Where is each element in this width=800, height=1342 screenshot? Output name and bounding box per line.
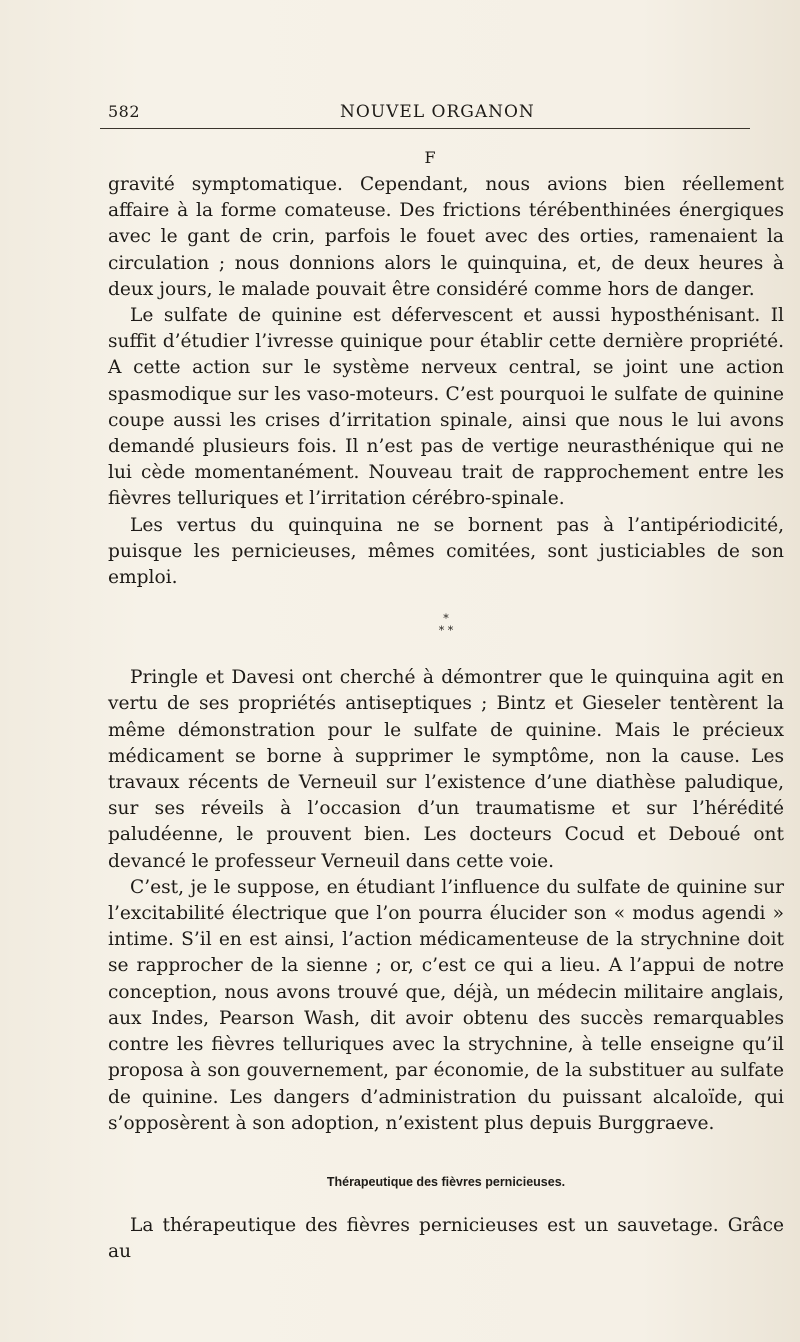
running-header <box>108 98 760 128</box>
paragraph: Les vertus du quinquina ne se bornent pas à l’antipériodicité, puisque les pernicieuses, mêmes comitées, sont justiciables de son emploi. <box>108 514 784 589</box>
paragraph: C’est, je le suppose, en étudiant l’influence du sulfate de quinine sur l’excitabilité électrique que l’on pourra élucider son « modus agendi » intime. S’il en est ainsi, l’action médicamenteuse de la strychnine doit se rapprocher de la sienne ; or, c’est ce qui a lieu. A l’appui de notre conception, nous avons trouvé que, déjà, un médecin militaire anglais, aux Indes, Pearson Wash, dit avoir obtenu des succès remarquables contre les fièvres telluriques avec la strychnine, à telle enseigne qu’il proposa à son gouvernement, par économie, de la substituer au sulfate de quinine. Les dangers d’administration du puissant alcaloïde, qui s’opposèrent à son adoption, n’existent plus depuis Burggraeve. <box>108 876 784 1134</box>
running-title: NOUVEL ORGANON <box>340 102 535 122</box>
paragraph: Le sulfate de quinine est défervescent et aussi hyposthénisant. Il suffit d’étudier l’ivresse quinique pour établir cette dernière propriété. A cette action sur le système nerveux central, se joint une action spasmodique sur les vaso-moteurs. C’est pourquoi le sulfate de quinine coupe aussi les crises d’irritation spinale, ainsi que nous le lui avons demandé plusieurs fois. Il n’est pas de vertige neurasthénique qui ne lui cède momentanément. Nouveau trait de rapprochement entre les fièvres telluriques et l’irritation cérébro-spinale. <box>108 305 784 510</box>
subsection-title: Thérapeutique des fièvres pernicieuses. <box>326 1174 566 1189</box>
paragraph: gravité symptomatique. Cependant, nous avions bien réellement affaire à la forme comateuse. Des frictions térébenthinées énergiques avec le gant de crin, parfois le fouet avec des orties, ramenaient la circulation ; nous donnions alors le quinquina, et, de deux heures à deux jours, le malade pouvait être considéré comme hors de danger. <box>108 174 784 300</box>
asterism-bottom: * * <box>438 624 454 638</box>
paragraph: La thérapeutique des fièvres pernicieuses est un sauvetage. Grâce au <box>108 1214 784 1263</box>
page-number: 582 <box>108 102 141 121</box>
asterism <box>108 613 784 637</box>
body-text <box>108 172 784 1265</box>
asterism-top: * <box>443 612 449 626</box>
paragraph: Pringle et Davesi ont cherché à démontrer que le quinquina agit en vertu de ses propriétés antiseptiques ; Bintz et Gieseler tentèrent la même démonstration pour le sulfate de quinine. Mais le précieux médicament se borne à supprimer le symptôme, non la cause. Les travaux récents de Verneuil sur l’existence d’une diathèse paludique, sur ses réveils à l’occasion d’un traumatisme et sur l’hérédité paludéenne, le prouvent bien. Les docteurs Cocud et Deboué ont devancé le professeur Verneuil dans cette voie. <box>108 667 784 872</box>
header-rule <box>100 128 750 129</box>
section-letter: F <box>424 148 436 167</box>
